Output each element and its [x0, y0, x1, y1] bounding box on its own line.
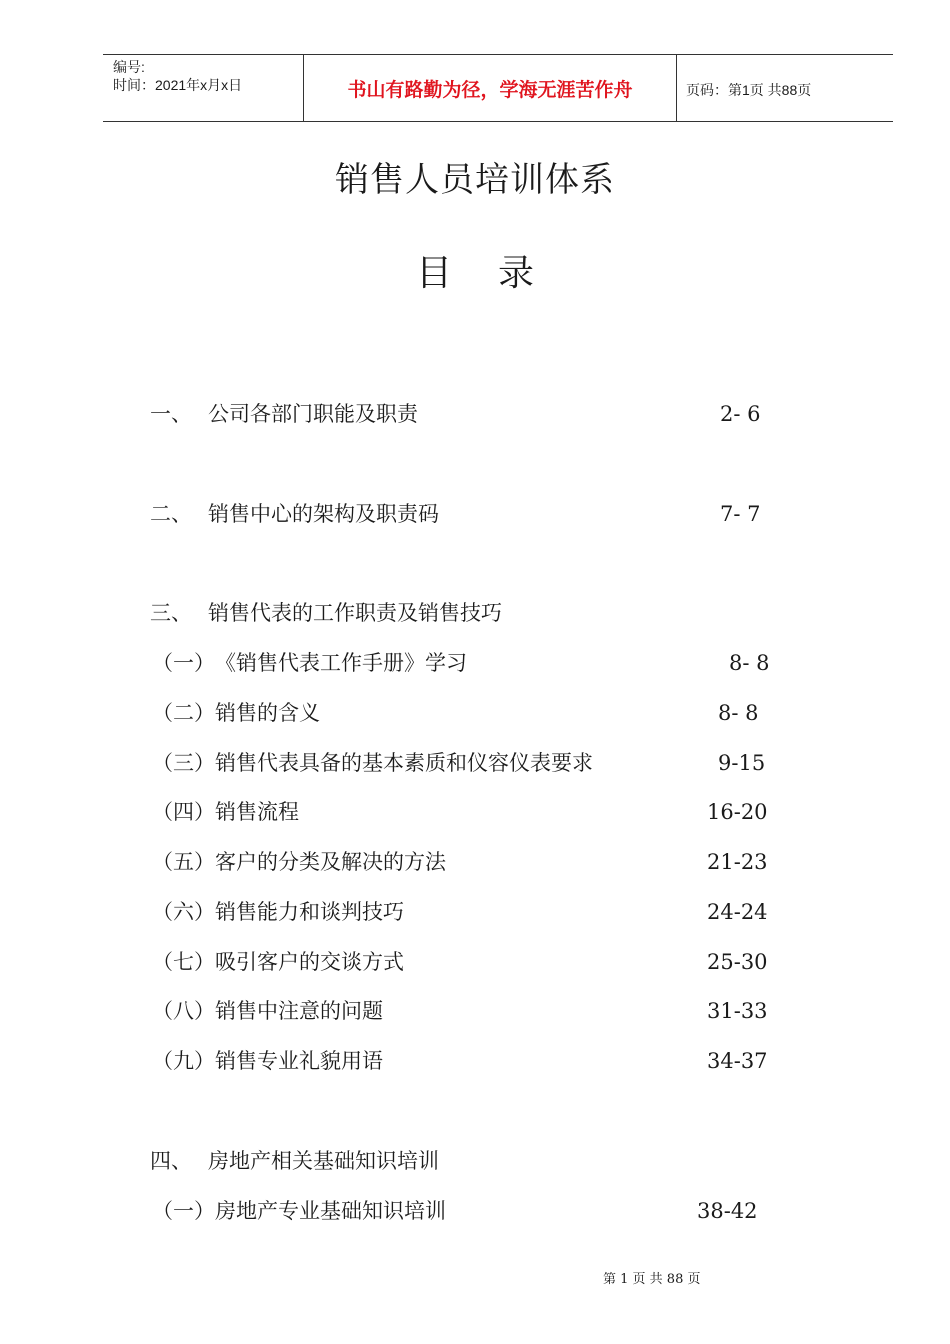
toc-entry-label: 销售的含义 [215, 701, 320, 725]
toc-entry-pages: 2- 6 [720, 402, 761, 426]
toc-entry-number: （七） [152, 950, 215, 974]
toc-entry-label: 销售能力和谈判技巧 [215, 900, 404, 924]
page-footer: 第 1 页 共 88 页 [603, 1272, 701, 1287]
toc-entry [150, 600, 790, 626]
toc-entry-number: （四） [152, 800, 215, 824]
toc-subentry [152, 949, 792, 975]
page-header [103, 54, 893, 122]
toc-subentry [152, 1048, 792, 1074]
toc-subentry [152, 1198, 792, 1224]
toc-entry-label: 销售流程 [215, 800, 299, 824]
header-page-cell [677, 55, 893, 121]
toc-subentry [152, 650, 792, 676]
toc-entry-number: 四、 [150, 1149, 192, 1173]
toc-entry [150, 1148, 790, 1174]
toc-entry-number: （五） [152, 850, 215, 874]
toc-entry [150, 401, 790, 427]
header-meta-cell [103, 55, 303, 121]
toc-entry-pages: 25-30 [707, 950, 768, 974]
toc-entry-number: 三、 [150, 601, 192, 625]
toc-entry-label: 《销售代表工作手册》学习 [215, 651, 467, 675]
toc-entry-number: （二） [152, 701, 215, 725]
toc-entry [150, 501, 790, 527]
toc-subentry [152, 849, 792, 875]
toc-subentry [152, 750, 792, 776]
toc-entry-label: 销售代表具备的基本素质和仪容仪表要求 [215, 751, 593, 775]
toc-subentry [152, 899, 792, 925]
toc-entry-pages: 21-23 [707, 850, 768, 874]
toc-entry-number: （九） [152, 1049, 215, 1073]
toc-entry-label: 房地产专业基础知识培训 [215, 1199, 446, 1223]
header-motto: 书山有路勤为径，学海无涯苦作舟 [347, 79, 633, 101]
toc-entry-label: 销售专业礼貌用语 [215, 1049, 383, 1073]
toc-entry-pages: 9-15 [718, 751, 766, 775]
toc-entry-pages: 8- 8 [729, 651, 770, 675]
toc-entry-pages: 38-42 [697, 1199, 758, 1223]
toc-entry-pages: 7- 7 [720, 502, 761, 526]
toc-entry-label: 销售中心的架构及职责码 [208, 502, 439, 526]
toc-heading: 目录 [415, 253, 580, 294]
toc-entry-label: 房地产相关基础知识培训 [208, 1149, 439, 1173]
toc-entry-label: 公司各部门职能及职责 [208, 402, 418, 426]
document-number-label: 编号: [113, 59, 145, 75]
toc-entry-number: （八） [152, 999, 215, 1023]
toc-entry-pages: 16-20 [707, 800, 768, 824]
toc-entry-pages: 8- 8 [718, 701, 759, 725]
toc-entry-pages: 24-24 [707, 900, 768, 924]
header-page-info: 页码：第1页 共88页 [686, 82, 812, 98]
toc-entry-number: （六） [152, 900, 215, 924]
toc-entry-pages: 34-37 [707, 1049, 768, 1073]
toc-subentry [152, 799, 792, 825]
header-motto-cell [303, 55, 677, 121]
toc-entry-label: 吸引客户的交谈方式 [215, 950, 404, 974]
toc-subentry [152, 700, 792, 726]
toc-entry-number: （一） [152, 1199, 215, 1223]
toc-entry-label: 销售代表的工作职责及销售技巧 [208, 601, 502, 625]
toc-entry-label: 销售中注意的问题 [215, 999, 383, 1023]
document-time-label: 时间：2021年x月x日 [113, 77, 243, 93]
toc-entry-number: 一、 [150, 402, 192, 426]
toc-entry-pages: 31-33 [707, 999, 768, 1023]
toc-entry-label: 客户的分类及解决的方法 [215, 850, 446, 874]
toc-entry-number: （三） [152, 751, 215, 775]
toc-entry-number: （一） [152, 651, 215, 675]
document-title: 销售人员培训体系 [335, 160, 615, 200]
toc-entry-number: 二、 [150, 502, 192, 526]
toc-subentry [152, 998, 792, 1024]
